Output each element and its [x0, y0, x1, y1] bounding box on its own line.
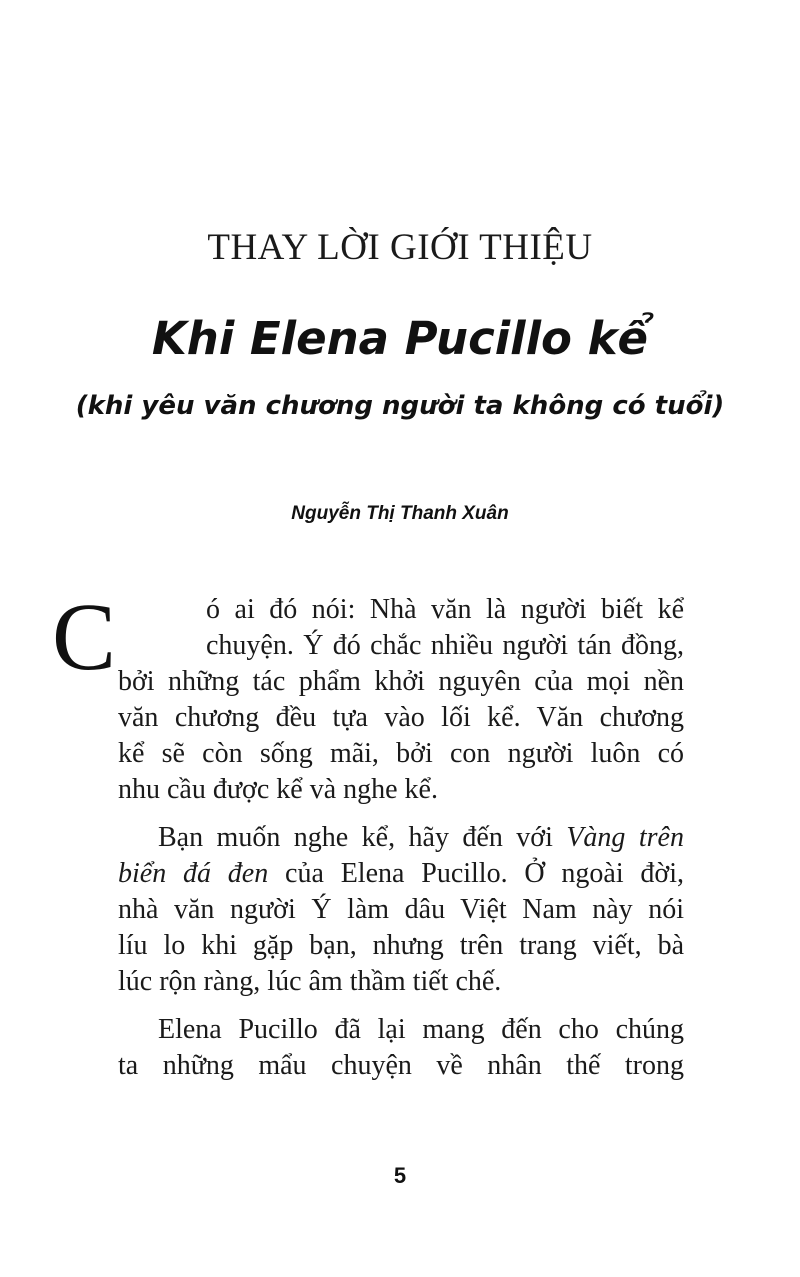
chapter-title: Khi Elena Pucillo kể — [151, 312, 649, 365]
paragraph-2 — [118, 820, 684, 1000]
paragraph-line: Elena Pucillo đã lại mang đến cho chúng — [158, 1014, 684, 1045]
paragraph-line: ó ai đó nói: Nhà văn là người biết kể — [206, 594, 684, 625]
paragraph-line: văn chương đều tựa vào lối kể. Văn chương — [118, 702, 684, 733]
paragraph-line: nhà văn người Ý làm dâu Việt Nam này nói — [118, 894, 684, 925]
author-name: Nguyễn Thị Thanh Xuân — [291, 503, 509, 524]
drop-cap: C — [52, 583, 117, 690]
text-run: Bạn muốn nghe kể, hãy đến với — [158, 822, 567, 853]
paragraph-line: kể sẽ còn sống mãi, bởi con người luôn có — [118, 738, 684, 769]
book-title-run: Vàng trên — [566, 822, 684, 853]
paragraph-line: lúc rộn ràng, lúc âm thầm tiết chế. — [118, 966, 502, 997]
paragraph-line: nhu cầu được kể và nghe kể. — [118, 774, 438, 805]
paragraph-3 — [118, 1012, 684, 1084]
paragraph-line — [118, 820, 684, 856]
paragraph-1 — [118, 592, 684, 808]
text-run: của Elena Pucillo. Ở ngoài đời, — [268, 858, 684, 889]
section-label: THAY LỜI GIỚI THIỆU — [207, 227, 593, 268]
paragraph-line: ta những mẩu chuyện về nhân thế trong — [118, 1050, 684, 1081]
paragraph-line: líu lo khi gặp bạn, nhưng trên trang viết, bà — [118, 930, 684, 961]
chapter-subtitle: (khi yêu văn chương người ta không có tuổi) — [75, 391, 725, 421]
book-title-run: biển đá đen — [118, 858, 269, 889]
paragraph-line: bởi những tác phẩm khởi nguyên của mọi nền — [118, 666, 684, 697]
paragraph-line: chuyện. Ý đó chắc nhiều người tán đồng, — [206, 630, 684, 661]
paragraph-line — [118, 856, 684, 892]
body-text — [118, 592, 684, 1084]
page-number: 5 — [393, 1163, 407, 1188]
